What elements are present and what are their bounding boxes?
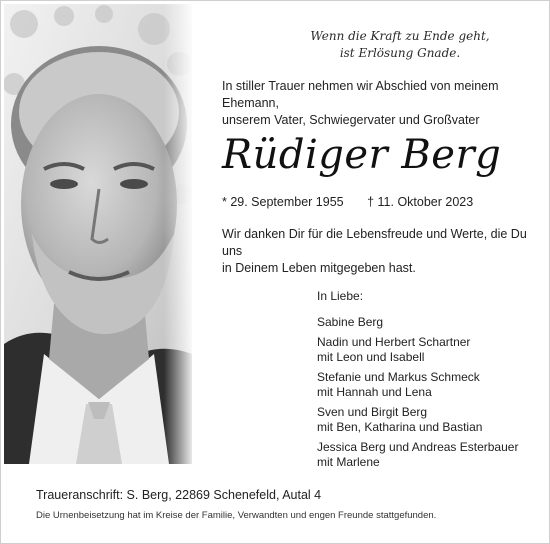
mourning-address: Traueranschrift: S. Berg, 22869 Schenefeld, Autal 4 xyxy=(36,488,322,502)
family-line: mit Ben, Katharina und Bastian xyxy=(317,420,483,434)
family-line: Sven und Birgit Berg xyxy=(317,405,428,419)
family-group xyxy=(317,335,537,365)
thanks-line: Wir danken Dir für die Lebensfreude und Werte, die Du uns xyxy=(222,227,527,258)
family-group xyxy=(317,405,537,435)
family-line: mit Marlene xyxy=(317,455,380,469)
family-line: Nadin und Herbert Schartner xyxy=(317,335,471,349)
deceased-name: Rüdiger Berg xyxy=(222,132,502,178)
death-date: † 11. Oktober 2023 xyxy=(367,195,474,209)
family-heading: In Liebe: xyxy=(317,289,364,303)
family-line: Stefanie und Markus Schmeck xyxy=(317,370,480,384)
burial-note: Die Urnenbeisetzung hat im Kreise der Familie, Verwandten und engen Freunde stattgefunden. xyxy=(36,510,437,521)
intro-line: unserem Vater, Schwiegervater und Großvater xyxy=(222,113,480,127)
family-group xyxy=(317,440,537,470)
intro-line: In stiller Trauer nehmen wir Abschied von meinem Ehemann, xyxy=(222,79,499,110)
thanks-line: in Deinem Leben mitgegeben hast. xyxy=(222,261,416,275)
thanks-text xyxy=(222,226,542,277)
motto xyxy=(300,28,500,62)
family-group xyxy=(317,315,537,330)
family-line: Sabine Berg xyxy=(317,315,384,329)
family-group xyxy=(317,370,537,400)
portrait-photo xyxy=(4,4,192,464)
family-line: mit Leon und Isabell xyxy=(317,350,425,364)
birth-date: * 29. September 1955 xyxy=(222,195,344,209)
family-list xyxy=(317,289,537,475)
motto-line: ist Erlösung Gnade. xyxy=(339,46,461,60)
family-line: mit Hannah und Lena xyxy=(317,385,432,399)
life-dates xyxy=(222,194,542,210)
motto-line: Wenn die Kraft zu Ende geht, xyxy=(310,29,490,43)
family-line: Jessica Berg und Andreas Esterbauer xyxy=(317,440,519,454)
